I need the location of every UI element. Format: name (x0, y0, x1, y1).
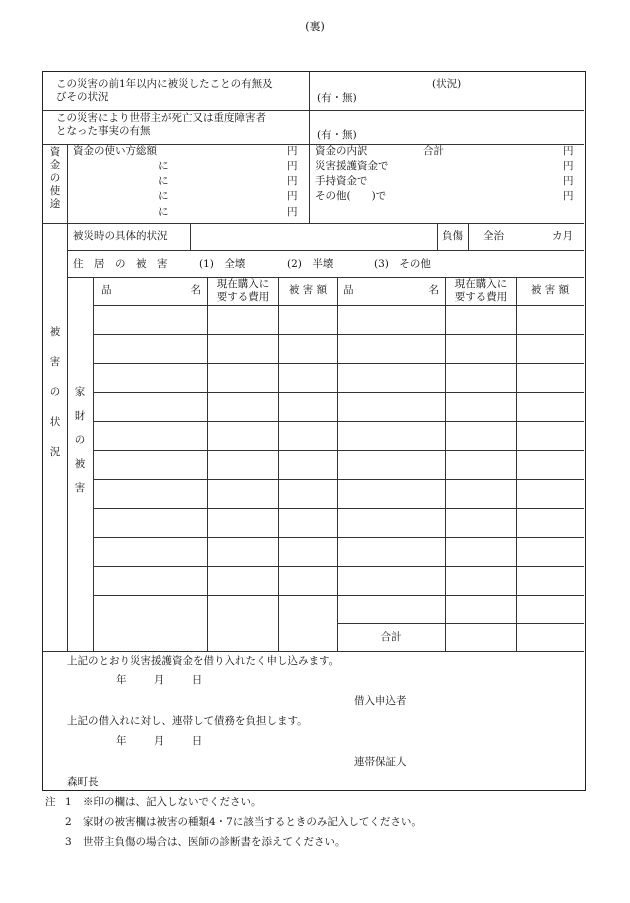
residence-damage-label: 住 居 の 被 害 (73, 258, 168, 270)
breakdown-sum-label: 合計 (423, 145, 444, 157)
row-line (93, 479, 584, 480)
column-line (516, 277, 517, 651)
row-line (337, 623, 584, 624)
applicant-label: 借入申込者 (354, 695, 407, 707)
addressee: 森町長 (67, 776, 99, 788)
column-line (309, 72, 310, 223)
injury-label: 負傷 (442, 230, 463, 242)
row-line (93, 508, 584, 509)
household-damage-label: 家財の被害 (74, 386, 86, 494)
fund-to-label: に (158, 175, 169, 187)
breakdown-item: その他( )で (315, 190, 387, 202)
head-death-question: この災害により世帯主が死亡又は重度障害者 となった事実の有無 (56, 112, 266, 137)
row-line (93, 450, 584, 451)
fund-yen: 円 (287, 206, 298, 218)
row-line (93, 566, 584, 567)
breakdown-label: 資金の内訳 (315, 145, 368, 157)
guarantee-date: 年 月 日 (116, 735, 203, 747)
breakdown-yen: 円 (563, 160, 574, 172)
breakdown-item: 手持資金で (315, 175, 368, 187)
fund-to-label: に (158, 160, 169, 172)
residence-option-other: (3) その他 (374, 258, 431, 270)
row-line (93, 595, 584, 596)
prior-disaster-answer: (有・無) (317, 92, 357, 104)
column-line (93, 277, 94, 651)
row-line (93, 537, 584, 538)
row-line (93, 392, 584, 393)
application-statement: 上記のとおり災害援護資金を借り入れたく申し込みます。 (67, 655, 340, 667)
col-damage-amount: 被 害 額 (530, 284, 570, 296)
notes-prefix: 注 (45, 796, 56, 808)
residence-option-half: (2) 半壊 (287, 258, 334, 270)
breakdown-yen: 円 (563, 145, 574, 157)
note-line: 3 世帯主負傷の場合は、医師の診断書を添えてください。 (65, 836, 346, 848)
row-line (43, 110, 584, 111)
prior-disaster-question: この災害の前1年以内に被災したことの有無及 びその状況 (56, 78, 273, 103)
breakdown-item: 災害援護資金で (315, 160, 389, 172)
head-death-answer: (有・無) (317, 129, 357, 141)
specific-situation-label: 被災時の具体的状況 (73, 230, 168, 242)
column-line (190, 223, 191, 250)
fund-total-label: 資金の使い方総額 (73, 145, 157, 157)
row-line (93, 363, 584, 364)
breakdown-yen: 円 (563, 190, 574, 202)
full-recovery-label: 全治 (483, 230, 504, 242)
fund-use-section-label: 資金の使途 (49, 146, 61, 210)
breakdown-yen: 円 (563, 175, 574, 187)
column-line (445, 277, 446, 651)
column-line (207, 277, 208, 651)
row-line (67, 250, 584, 251)
note-line: 注 1 ※印の欄は、記入しないでください。 (45, 796, 262, 808)
page-title: (裏) (305, 20, 325, 33)
row-line (93, 305, 584, 306)
col-damage-amount: 被 害 額 (288, 284, 328, 296)
column-line (67, 144, 68, 651)
row-line (93, 421, 584, 422)
column-line (337, 277, 338, 651)
row-line (43, 651, 584, 652)
row-line (93, 334, 584, 335)
application-date: 年 月 日 (116, 674, 203, 686)
months-label: カ月 (552, 230, 573, 242)
household-sum-label: 合計 (380, 631, 402, 643)
guarantor-label: 連帯保証人 (354, 756, 407, 768)
col-purchase-cost: 現在購入に 要する費用 (454, 278, 508, 303)
fund-yen: 円 (287, 160, 298, 172)
residence-option-full: (1) 全壊 (199, 258, 246, 270)
prior-disaster-status-label: (状況) (432, 78, 462, 90)
guarantee-statement: 上記の借入れに対し、連帯して債務を負担します。 (67, 715, 308, 727)
column-line (278, 277, 279, 651)
fund-to-label: に (158, 190, 169, 202)
fund-yen: 円 (287, 175, 298, 187)
note-line: 2 家財の被害欄は被害の種類4・7に該当するときのみ記入してください。 (65, 816, 422, 828)
column-line (437, 223, 438, 250)
fund-yen: 円 (287, 145, 298, 157)
column-line (468, 223, 469, 250)
fund-yen: 円 (287, 190, 298, 202)
row-line (43, 223, 584, 224)
col-item-name: 品 名 (343, 284, 439, 296)
damage-section-label: 被害の状況 (49, 326, 61, 458)
col-purchase-cost: 現在購入に 要する費用 (216, 278, 270, 303)
loan-application-form (42, 71, 586, 791)
notes (45, 795, 605, 855)
fund-to-label: に (158, 206, 169, 218)
col-item-name: 品 名 (101, 284, 201, 296)
